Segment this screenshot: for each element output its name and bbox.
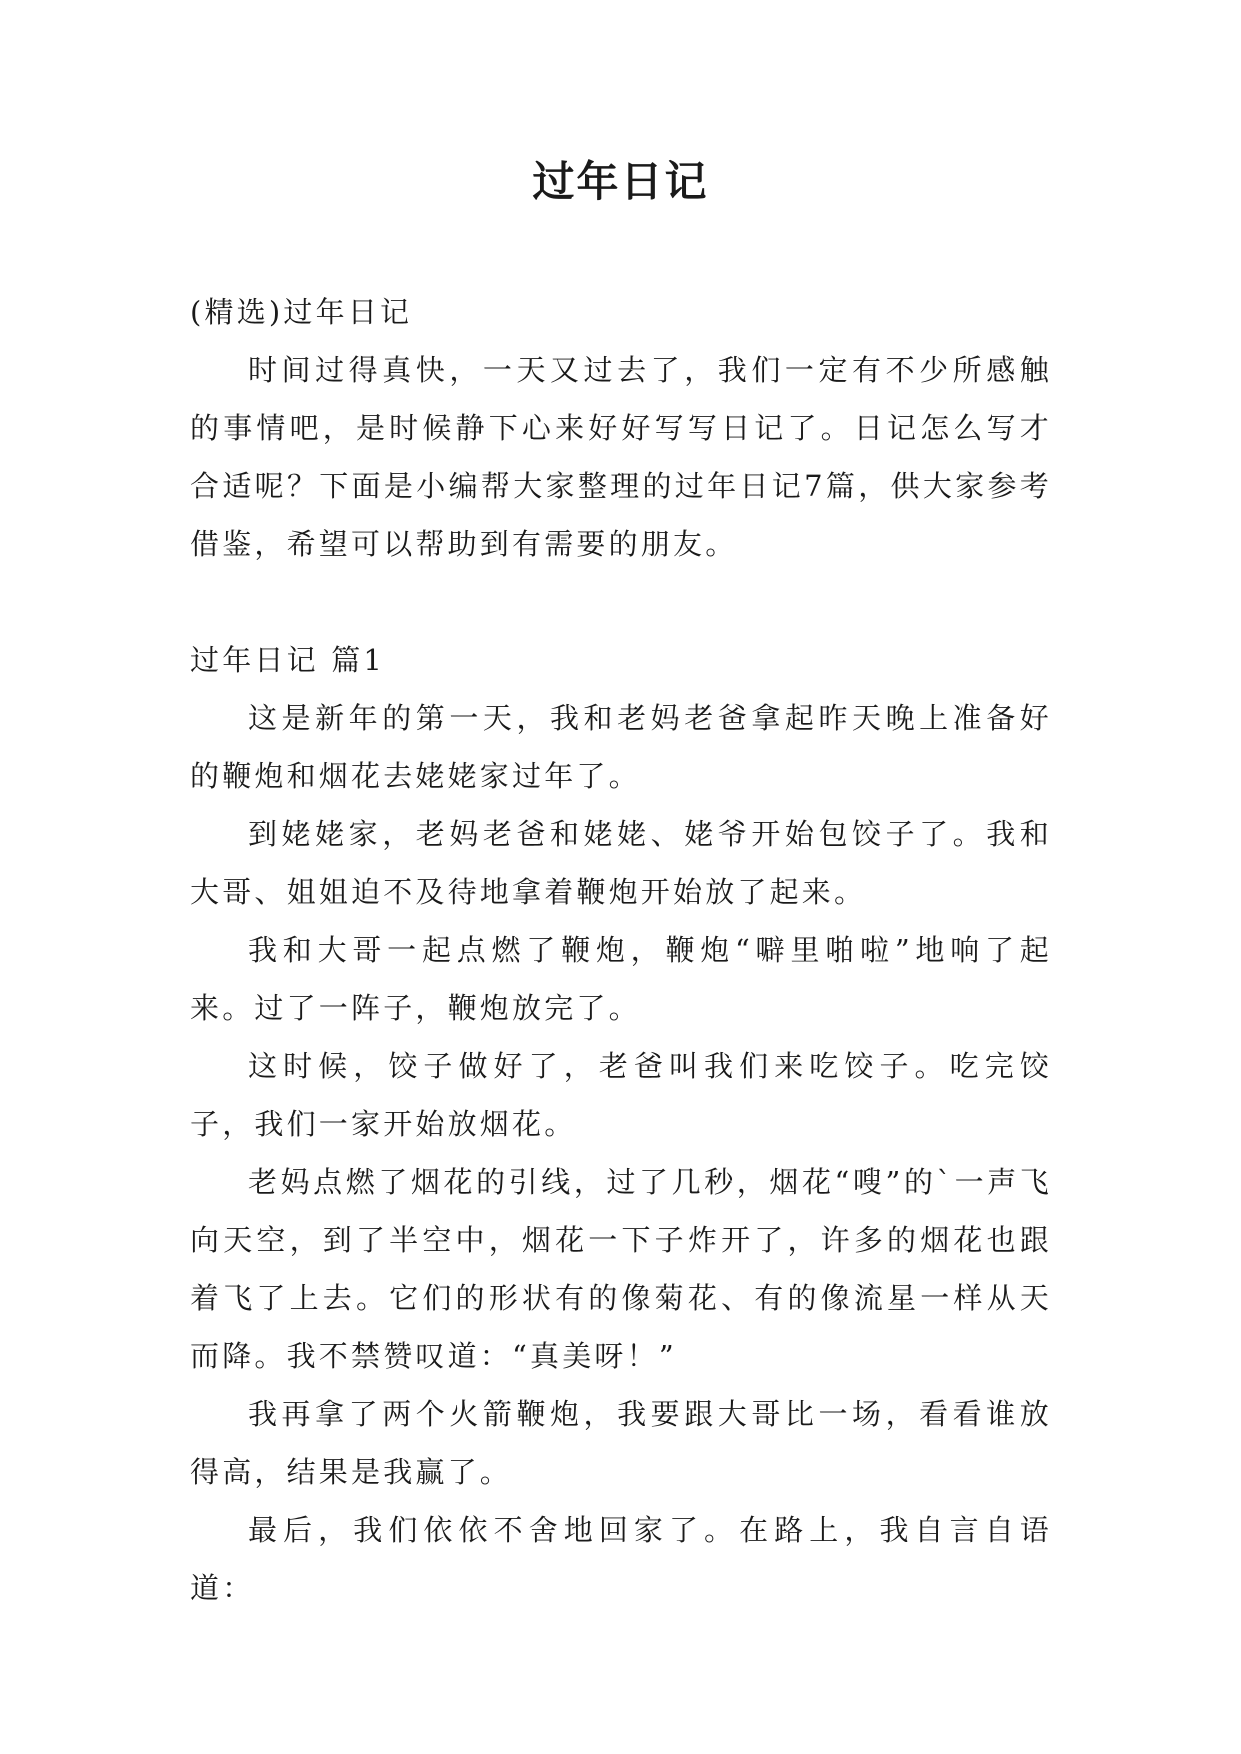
section-gap [190,573,1052,631]
document-body [190,283,1052,1617]
body-paragraph: 这是新年的第一天，我和老妈老爸拿起昨天晚上准备好的鞭炮和烟花去姥姥家过年了。 [190,701,1052,793]
section-heading: 过年日记 篇1 [190,643,386,677]
body-paragraph: 我再拿了两个火箭鞭炮，我要跟大哥比一场，看看谁放得高，结果是我赢了。 [190,1397,1052,1489]
body-paragraph: 老妈点燃了烟花的引线，过了几秒，烟花“嗖”的`一声飞向天空，到了半空中，烟花一下子炸开了，许多的烟花也跟着飞了上去。它们的形状有的像菊花、有的像流星一样从天而降。我不禁赞叹道：“真美呀！” [190,1165,1052,1373]
body-paragraph: 这时候，饺子做好了，老爸叫我们来吃饺子。吃完饺子，我们一家开始放烟花。 [190,1049,1052,1141]
document-title: 过年日记 [532,157,709,206]
body-paragraph: 最后，我们依依不舍地回家了。在路上，我自言自语道： [190,1513,1052,1605]
document-subtitle: (精选)过年日记 [190,295,413,329]
body-paragraph: 我和大哥一起点燃了鞭炮，鞭炮“噼里啪啦”地响了起来。过了一阵子，鞭炮放完了。 [190,933,1052,1025]
body-paragraph: 到姥姥家，老妈老爸和姥姥、姥爷开始包饺子了。我和大哥、姐姐迫不及待地拿着鞭炮开始放了起来。 [190,817,1052,909]
intro-paragraph: 时间过得真快，一天又过去了，我们一定有不少所感触的事情吧，是时候静下心来好好写写日记了。日记怎么写才合适呢？下面是小编帮大家整理的过年日记7篇，供大家参考借鉴，希望可以帮助到有需要的朋友。 [190,353,1052,561]
